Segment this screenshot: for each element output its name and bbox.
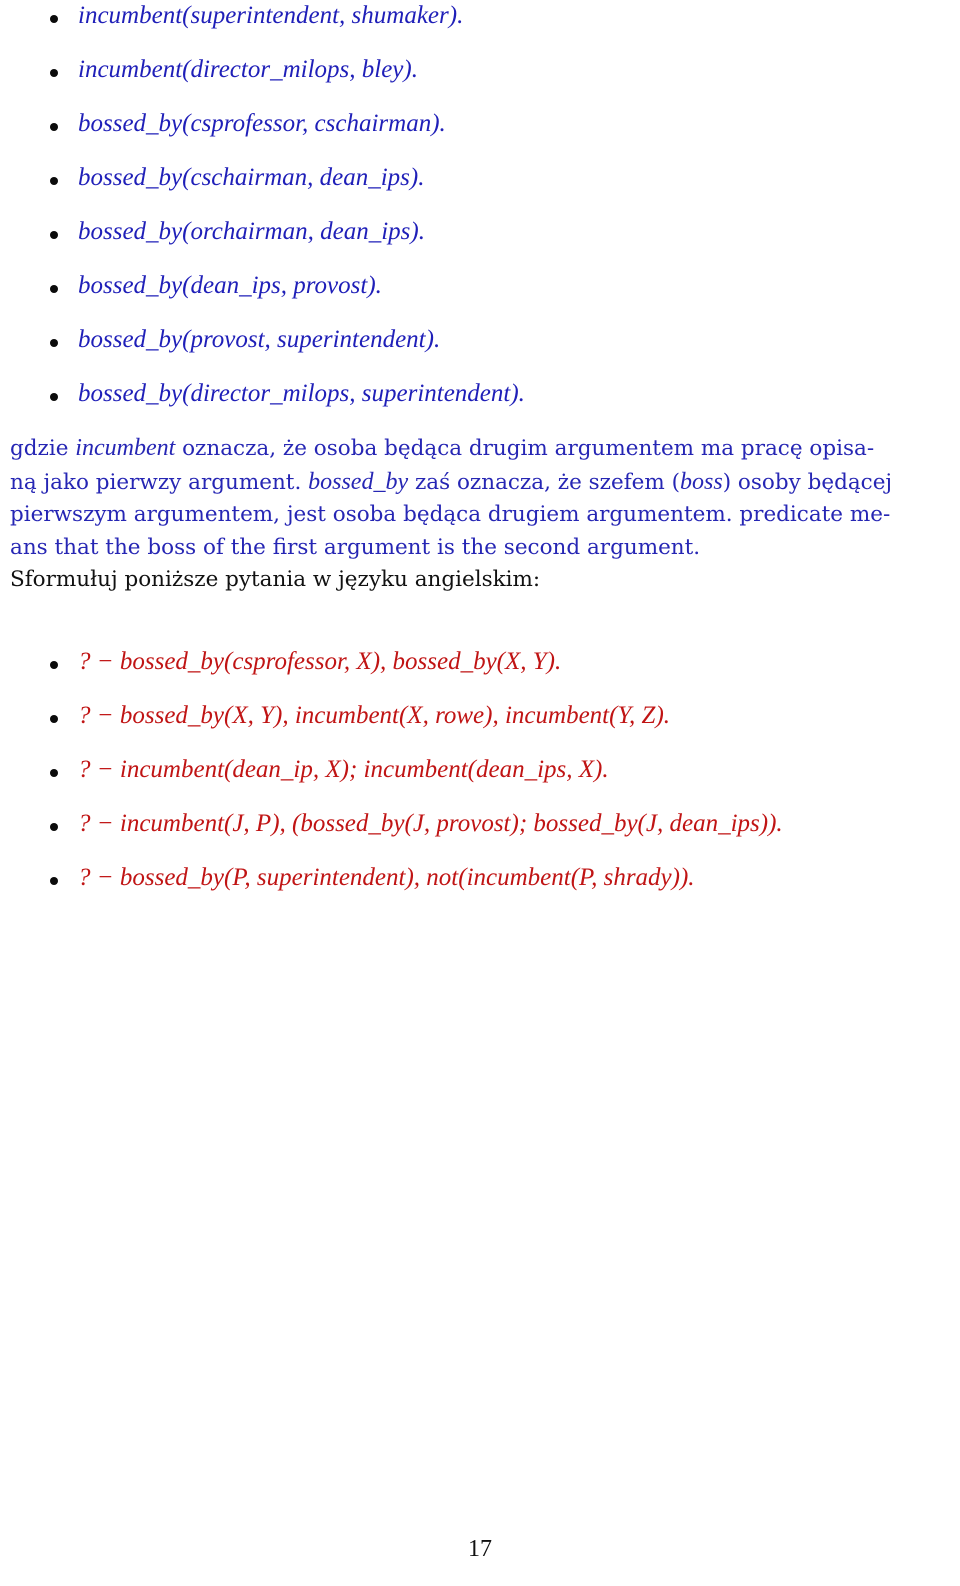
page-number: 17 <box>468 1536 492 1562</box>
list-item <box>0 646 940 686</box>
bullet-icon <box>50 339 58 347</box>
fact-text: bossed_by(dean_ips, provost). <box>78 272 382 299</box>
bullet-icon <box>50 15 58 23</box>
query-text: ? − bossed_by(X, Y), incumbent(X, rowe), incumbent(Y, Z). <box>78 702 671 729</box>
bullet-icon <box>50 661 58 669</box>
text-span: ną jako pierwzy argument. <box>10 469 309 495</box>
bullet-icon <box>50 769 58 777</box>
list-item <box>0 700 940 740</box>
bullet-icon <box>50 823 58 831</box>
query-text: ? − bossed_by(P, superintendent), not(incumbent(P, shrady)). <box>78 864 695 891</box>
fact-text: bossed_by(director_milops, superintendent). <box>78 380 525 407</box>
text-span: oznacza, że osoba będąca drugim argumentem ma pracę opisa- <box>175 436 875 461</box>
description-line: pierwszym argumentem, jest osoba będąca drugiem argumentem. predicate me- <box>10 502 891 527</box>
instruction-line: Sformułuj poniższe pytania w języku angielskim: <box>10 567 541 592</box>
bullet-icon <box>50 877 58 885</box>
description-paragraph <box>10 432 944 597</box>
list-item <box>0 378 940 418</box>
list-item <box>0 0 940 40</box>
bullet-icon <box>50 715 58 723</box>
term-boss: boss <box>680 468 723 495</box>
text-span: zaś oznacza, że szefem ( <box>408 469 681 495</box>
description-line <box>10 432 944 466</box>
bullet-icon <box>50 231 58 239</box>
query-text: ? − incumbent(dean_ip, X); incumbent(dean_ips, X). <box>78 756 609 783</box>
list-item <box>0 324 940 364</box>
description-line <box>10 466 944 500</box>
text-span: gdzie <box>10 436 76 461</box>
query-text: ? − bossed_by(csprofessor, X), bossed_by(X, Y). <box>78 648 562 675</box>
list-item <box>0 808 940 848</box>
list-item <box>0 270 940 310</box>
fact-text: incumbent(director_milops, bley). <box>78 56 418 83</box>
description-line: ans that the boss of the first argument is the second argument. <box>10 534 701 560</box>
fact-text: bossed_by(csprofessor, cschairman). <box>78 110 446 137</box>
list-item <box>0 862 940 902</box>
bullet-icon <box>50 393 58 401</box>
bullet-icon <box>50 69 58 77</box>
term-bossed-by: bossed_by <box>308 468 409 495</box>
bullet-icon <box>50 123 58 131</box>
bullet-icon <box>50 285 58 293</box>
list-item <box>0 108 940 148</box>
fact-text: bossed_by(cschairman, dean_ips). <box>78 164 425 191</box>
fact-text: incumbent(superintendent, shumaker). <box>78 2 464 29</box>
text-span: ) osoby będącej <box>722 469 893 495</box>
fact-text: bossed_by(orchairman, dean_ips). <box>78 218 425 245</box>
bullet-icon <box>50 177 58 185</box>
list-item <box>0 54 940 94</box>
list-item <box>0 754 940 794</box>
list-item <box>0 216 940 256</box>
list-item <box>0 162 940 202</box>
fact-text: bossed_by(provost, superintendent). <box>78 326 441 353</box>
query-text: ? − incumbent(J, P), (bossed_by(J, provost); bossed_by(J, dean_ips)). <box>78 810 783 837</box>
term-incumbent: incumbent <box>75 435 176 461</box>
